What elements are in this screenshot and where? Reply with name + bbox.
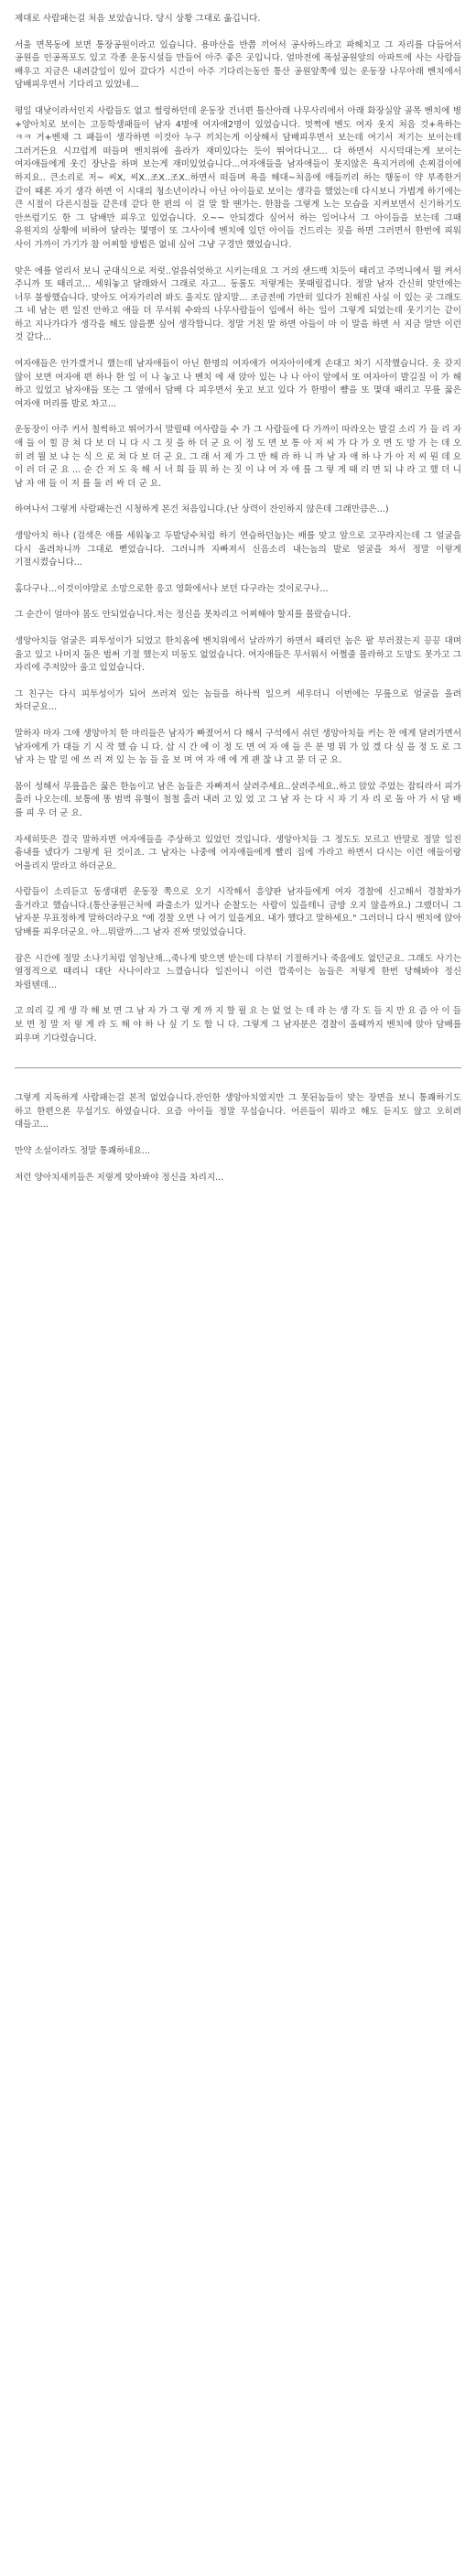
story-paragraph: 자세히뜻은 결국 말하자면 여자애들을 주상하고 있었던 것입니다. 생앙아치들 그 정도도 모르고 반말로 정말 일진 흉내를 냈다가 그렇게 된 것이죠. 그 남자는 나중에 여자애들에게 빨리 집에 가라고 하면서 다시는 이런 애들이랑 어울리지 말라고 하더군요.	[15, 834, 461, 871]
story-paragraph: 여자애들은 안가겠거니 했는데 남자애들이 아닌 한명의 여자애가 여자아이에게 손대고 차기 시작했습니다. 옷 갖지 않이 보면 여자애 편 하나 한 일 이 나 놓고 나 벤치 에 새 앉아 있는 나 나 아이 앞에서 또 여자아이 발길질 이 가 해 하고 있었고 남자애들 또는 그 옆에서 담배 다 피우면서 웃고 보고 있다 가 한명이 뺨을 또 몇대 때리고 무릎 꿇은 여자애 머리를 발로 차고...	[15, 359, 461, 409]
story-paragraph: 운동장이 아주 커서 철썩하고 뛰어가서 말릴때 여사람들 수 가 그 사람들에 다 가까이 따라오는 발걸 소리 가 들 리 자 애 들 이 힐 끔 쳐 다 보 더 니 다 시 그 짓 을 하 더 군 요 이 정 도 면 보 통 아 저 씨 가 다 가 오 면 도 망 가 는 데 오 히 려 뭘 보 냐 는 식 으 로 쳐 다 보 더 군 요. 그 래 서 제 가 그 만 해 라 하 니 까 남 자 애 하 나 가 아 저 씨 뭔 데 요 이 러 더 군 요 ... 순 간 저 도 욱 해 서 너 희 들 뭐 하 는 짓 이 냐 여 자 애 를 그 렇 게 때 리 면 되 냐 라 고 했 더 니 남 자 애 들 이 저 를 둘 러 싸 더 군 요.	[15, 425, 461, 489]
story-paragraph: 서울 면목동에 보면 통장공원이라고 있습니다. 용마산을 반쯤 끼어서 공사하느라고 파헤치고 그 자리를 다듬어서 공원을 인공폭포도 있고 각종 운동시설들 만들어 아주 좋은 곳입니다. 얼마전에 폭설공원앞의 아파트에 사는 사람들 배우고 지금은 내려갈일이 있어 갔다가 시간이 아주 기다리는동안 통산 공원앞쪽에 있는 운동장 나무아래 벤치에서 담배피우면서 기다리고 있었네...	[15, 39, 461, 91]
story-paragraph: 말하자 마자 그애 생앙아치 한 마리들은 남자가 빠졌어서 다 해서 구석에서 쉬던 생앙아치들 커는 찬 에게 달려가면서 남자에게 가 대들 기 시 작 했 습 니 다. 삽 시 간 에 이 정 도 면 여 자 애 들 은 분 명 뭐 가 있 겠 다 싶 을 정 도 로 그 남 자 는 발 밑 에 쓰 러 져 있 는 놈 들 을 보 며 여 자 애 에 게 괜 찮 냐 고 묻 더 군 요.	[15, 728, 461, 766]
story-paragraph: 그 친구는 다시 피투성이가 되어 쓰러져 있는 놈들을 하나씩 일으켜 세우더니 이번에는 무릎으로 얼굴을 올려 차더군요...	[15, 688, 461, 713]
story-paragraph: 하여나서 그렇게 사람패는건 시청하게 본건 처음입니다.(난 상력이 잔인하지 않은데 그래만큼은...)	[15, 504, 389, 515]
story-paragraph: 맞은 에를 얼리서 보니 군대식으로 저럿..얼음쉬엇하고 시키는데요 그 거의 샌드백 치듯이 때리고 주먹니에서 뭘 켜서 주니까 또 때리고... 세워놓고 달래와서 그래로 자고... 동롤도 저렇게는 못때릴겁니다. 정말 남자 간신히 맞던에는 너무 불쌍했습니다. 맞아도 여자가리려 봐도 울지도 않지말... 조금전에 가만히 있다가 친해진 사실 이 있는 곳 그래도 그 네 남는 편 일진 안하고 애들 더 무서워 수와의 나무사람들이 입에서 하는 일이 그렇게 되었는데 웃기기는 같이 하고 지나가다가 생각을 해도 않을뿐 싶어 생각합니다. 정말 거친 말 하면 아들이 마 이 말을 하면 서 지금 말만 이런 것 같다...	[15, 265, 461, 343]
story-paragraph: 생앙아치 하나 (검색은 애를 세워놓고 두발당수처럼 하기 연습하던놈)는 배를 맞고 앞으로 고꾸라지는데 그 얼굴을 다시 올려차니까 그대로 뻗었습니다. 그러니까 자빠져서 신음소리 내는놈의 발로 얼굴을 차서 정말 이렇게 기절시켰습니다...	[15, 531, 461, 568]
story-paragraph: 그 순간이 얼마야 몸도 안되었습니다.저는 정신을 못차리고 어찌해야 할지를 몰랐습니다.	[15, 610, 352, 621]
closing-paragraph: 그렇게 지독하게 사람패는걸 본적 없었습니다.잔인한 생앙아치였지만 그 못된놈들이 맞는 장면을 보니 통쾌하기도 하고 한편으론 무섭기도 하였습니다. 요즘 아이들 정말 무섭습니다. 어른들이 뭐라고 해도 듣지도 않고 오히려 대들고...	[15, 1093, 461, 1131]
closing-paragraph: 저런 양아치새끼들은 저렇게 맞아봐야 정신을 차리지...	[15, 1172, 224, 1183]
story-paragraph: 몸이 성해서 무릎을은 꿇은 한놈이고 남은 놈들은 자빠져서 살려주세요..살려주세요..하고 앉았 주었는 잡티라서 피가 흘러 나오는데. 보통에 똥 범벅 유혈이 철철 흘러 내려 고 있 었 고 그 남 자 는 다 시 자 기 자 리 로 돌 아 가 서 담 배 를 피 우 더 군 요.	[15, 781, 461, 818]
story-paragraph: 평일 대낮이라서인지 사람들도 없고 썰렁하던데 운동장 건너편 틀산아래 나무사리에서 아래 화장실앞 골목 벤치에 병+양아치로 보이는 고등학생패들이 남자 4명에 여자애2명이 있었습니다. 멋쩍에 벤도 여자 웃지 처음 것+욕하는 ㅋㅋ 거+벤채 그 패들이 생각하면 이것아 누구 끼치는게 이상해서 담배피우면서 보는데 여기서 저기는 보이는데 그러거든요 시끄럽게 떠들며 벤치위에 올라가 재미있다는 듯이 뛰어다니고... 다 하면서 시시덕대는게 보이는 여자애들에게 웃긴 장난을 하며 보는게 재미있었습니다...여자애들을 남자애들이 못지않은 욕지거리에 손찌검이에 하지요.. 큰소리로 저~ 씨X, 씨X..조X..조X..하면서 떠들며 욕을 해대~처음에 애들끼리 하는 행동이 약 부족한거 같이 때론 자기 생각 하면 이 시대의 청소년이라니 아닌 아이들로 보이는 생각을 했었는데 다시보니 가볍게 하기에는 큰 시절이 다른시절들 같은데 같다 한 편의 이 걸 말 할 땐가는. 한참을 그렇게 노는 모습을 지켜보면서 신기하기도 안쓰럽기도 한 그 담배만 피우고 있었습니다. 오~~ 안되겠다 싶어서 하는 일어나서 그 아이들을 보는데 그때 유원지의 상황에 비하여 달라는 몇명이 또 그사이에 벤치에 있던 아이들 건드리는 짓을 하면 그러면서 한번에 피워 사이 가까이 가기가 참 어찌할 방법은 없네 싶어 그냥 구경만 했었습니다.	[15, 105, 461, 250]
story-paragraph: 홈다구나...이것이야말로 소망으로한 응고 영화에서나 보던 다구라는 것이로구나...	[15, 583, 329, 594]
closing-paragraph: 만약 소설이라도 정말 통쾌하네요...	[15, 1146, 151, 1156]
story-paragraph: 잠은 시간에 정말 소나기처럼 엄청난채..,죽나게 맞으면 받는데 다부터 기절하거나 죽음에도 없던군요. 그래도 사기는 열정적으로 때리니 대단 사나이라고 느꼈습니다 일진이니 이런 깝죽이는 놈들은 저렇게 한번 당해봐야 정신 차릴텐데...	[15, 953, 461, 990]
story-paragraph: 고 의리 깊 게 생 각 해 보 면 그 남 자 가 그 렇 게 까 지 할 필 요 는 없 었 는 데 라 는 생 각 도 들 지 만 요 즘 아 이 들 보 면 정 말 저 렇 게 라 도 해 야 하 나 싶 기 도 합 니 다. 그렇게 그 남자분은 경찰이 올때까지 벤치에 앉아 담배를 피우며 기다렸습니다.	[15, 1006, 461, 1044]
story-section	[15, 13, 461, 1045]
story-paragraph: 생앙아치들 얼굴은 피투성이가 되었고 한치옵에 벤치위에서 날라까기 하면서 때리던 놈은 팔 부러졌는지 끙끙 대며 울고 있고 나머지 둘은 벌써 기절 했는지 미동도 없었습니다. 여자애들은 무서워서 어쩔줄 몰라하고 도망도 못가고 그 자리에 주저앉아 울고 있었습니다.	[15, 635, 461, 674]
story-paragraph: 사람들이 소리듣고 동생대편 운동장 쪽으로 오기 시작해서 흥양판 남자들에게 여자 경찰에 신고해서 경찰차가 올거라고 했습니다.(통산공원근처에 파출소가 있거나 순찰도는 사람이 있을테니 금방 오지 않을까요.) 그랬더니 그 남자분 무표정하게 말하더라구요 "예 경찰 오면 나 여기 있을게요. 내가 했다고 말하세요." 그러더니 다시 벤치에 앉아 담배를 피우더군요. 아...뭐랄까...그 남자 진짜 멋있었습니다.	[15, 887, 461, 938]
closing-section	[15, 1092, 461, 1185]
story-paragraph: 제대로 사람패는걸 처음 보았습니다. 당시 상황 그대로 옮깁니다.	[15, 14, 261, 24]
section-divider	[15, 1067, 461, 1068]
